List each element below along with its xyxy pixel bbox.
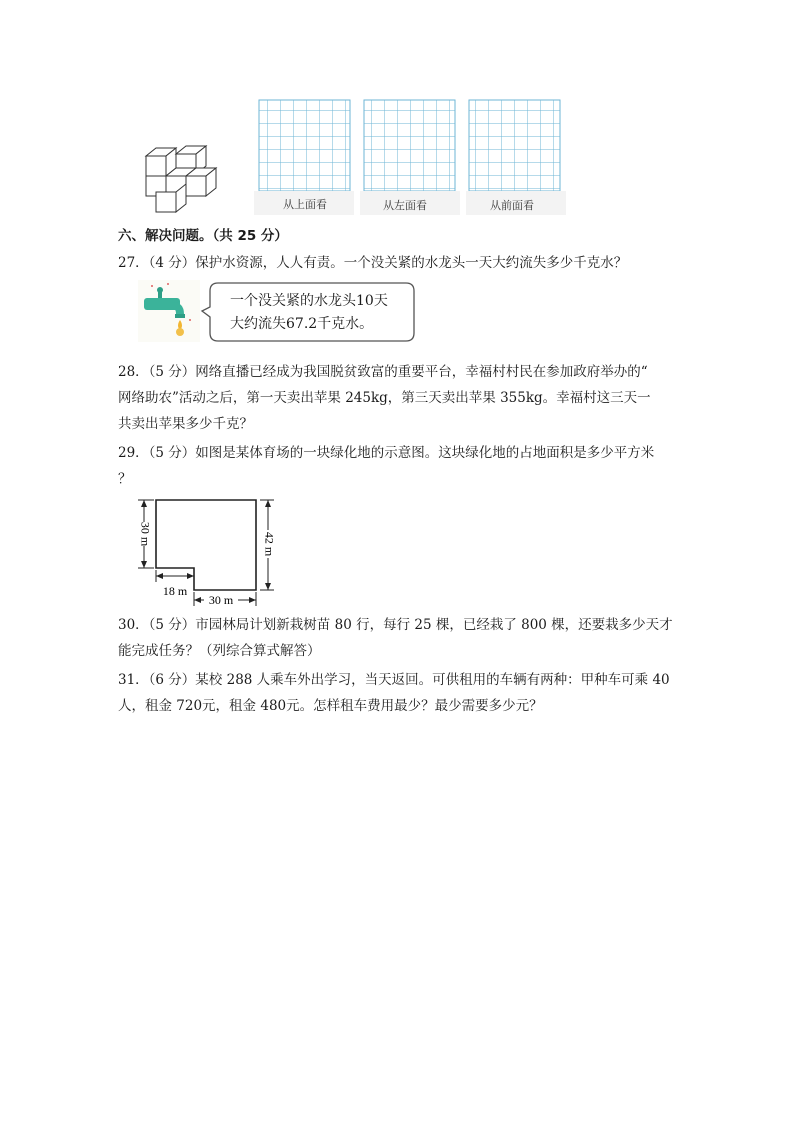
faucet-icon [138, 280, 200, 342]
question-30-line-2: 能完成任务？（列综合算式解答） [118, 643, 321, 659]
front-view-label: 从前面看 [490, 199, 534, 212]
bubble-line-1: 一个没关紧的水龙头10天 [230, 293, 388, 309]
question-29-line-2: ？ [118, 471, 132, 487]
question-28-line-3: 共卖出苹果多少千克？ [118, 416, 253, 432]
dim-right-label: 42 m [262, 531, 277, 557]
green-area-diagram [132, 494, 282, 612]
question-27: 27．（4 分）保护水资源，人人有责。一个没关紧的水龙头一天大约流失多少千克水？ [118, 255, 628, 271]
dim-left-label: 30 m [138, 521, 153, 547]
left-view-label: 从左面看 [383, 199, 427, 212]
question-29-line-1: 29．（5 分）如图是某体育场的一块绿化地的示意图。这块绿化地的占地面积是多少平方米 [118, 445, 655, 461]
section-6-heading: 六、解决问题。（共 25 分） [118, 228, 288, 244]
question-28-line-2: 网络助农”活动之后，第一天卖出苹果 245kg，第三天卖出苹果 355kg。幸福村这三天一 [118, 390, 651, 406]
question-31-line-2: 人，租金 720元，租金 480元。怎样租车费用最少？最少需要多少元？ [118, 698, 543, 714]
cube-stack-figure [138, 140, 224, 216]
top-view-label: 从上面看 [283, 198, 327, 211]
dim-notch-label: 18 m [162, 584, 188, 598]
dim-bottom-label: 30 m [208, 593, 234, 607]
question-30-line-1: 30．（5 分）市园林局计划新栽树苗 80 行，每行 25 棵，已经栽了 800 棵，还要栽多少天才 [118, 617, 673, 633]
bubble-line-2: 大约流失67.2千克水。 [230, 316, 374, 332]
question-31-line-1: 31．（6 分）某校 288 人乘车外出学习，当天返回。可供租用的车辆有两种：甲种车可乘 40 [118, 672, 670, 688]
question-28-line-1: 28．（5 分）网络直播已经成为我国脱贫致富的重要平台，幸福村村民在参加政府举办的“ [118, 364, 648, 380]
